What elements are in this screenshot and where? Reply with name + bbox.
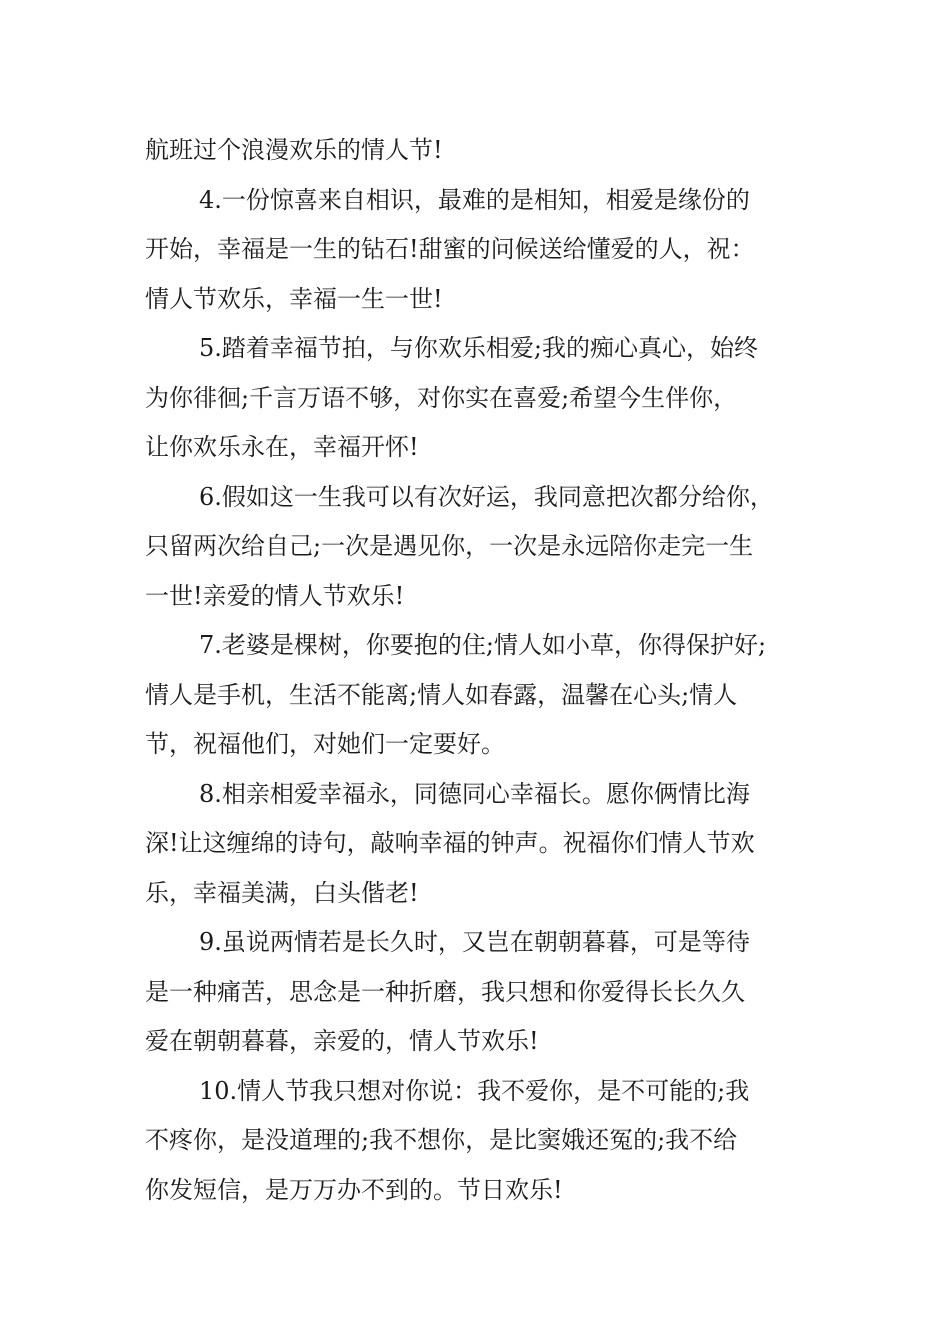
- text-line: 开始，幸福是一生的钻石!甜蜜的问候送给懂爱的人，祝：: [145, 235, 755, 263]
- text-line: 8.相亲相爱幸福永，同德同心幸福长。愿你俩情比海: [199, 779, 750, 808]
- text-line: 是一种痛苦，思念是一种折磨，我只想和你爱得长长久久: [145, 977, 745, 1006]
- text-line: 你发短信，是万万办不到的。节日欢乐!: [145, 1175, 563, 1204]
- text-line: 爱在朝朝暮暮，亲爱的，情人节欢乐!: [145, 1027, 539, 1055]
- text-line: 深!让这缠绵的诗句，敲响幸福的钟声。祝福你们情人节欢: [145, 829, 755, 857]
- text-line: 5.踏着幸福节拍，与你欢乐相爱;我的痴心真心，始终: [199, 334, 758, 362]
- text-line: 乐，幸福美满，白头偕老!: [145, 878, 419, 907]
- text-line: 让你欢乐永在，幸福开怀!: [145, 433, 419, 461]
- text-line: 为你徘徊;千言万语不够，对你实在喜爱;希望今生伴你，: [145, 383, 738, 412]
- text-line: 节，祝福他们，对她们一定要好。: [145, 730, 505, 758]
- text-line: 情人节欢乐，幸福一生一世!: [145, 284, 443, 313]
- text-line: 10.情人节我只想对你说：我不爱你，是不可能的;我: [199, 1076, 750, 1105]
- text-line: 一世!亲爱的情人节欢乐!: [145, 581, 405, 610]
- text-line: 7.老婆是棵树，你要抱的住;情人如小草，你得保护好;: [199, 631, 767, 659]
- text-line: 6.假如这一生我可以有次好运，我同意把次都分给你，: [199, 482, 774, 511]
- text-line: 4.一份惊喜来自相识，最难的是相知，相爱是缘份的: [199, 185, 750, 214]
- text-line: 航班过个浪漫欢乐的情人节!: [145, 136, 443, 164]
- text-line: 不疼你，是没道理的;我不想你，是比窦娥还冤的;我不给: [145, 1126, 738, 1154]
- document-body: [145, 126, 825, 1215]
- text-line: 9.虽说两情若是长久时，又岂在朝朝暮暮，可是等待: [199, 928, 750, 956]
- text-line: 情人是手机，生活不能离;情人如春露，温馨在心头;情人: [145, 680, 738, 709]
- text-line: 只留两次给自己;一次是遇见你，一次是永远陪你走完一生: [145, 532, 754, 560]
